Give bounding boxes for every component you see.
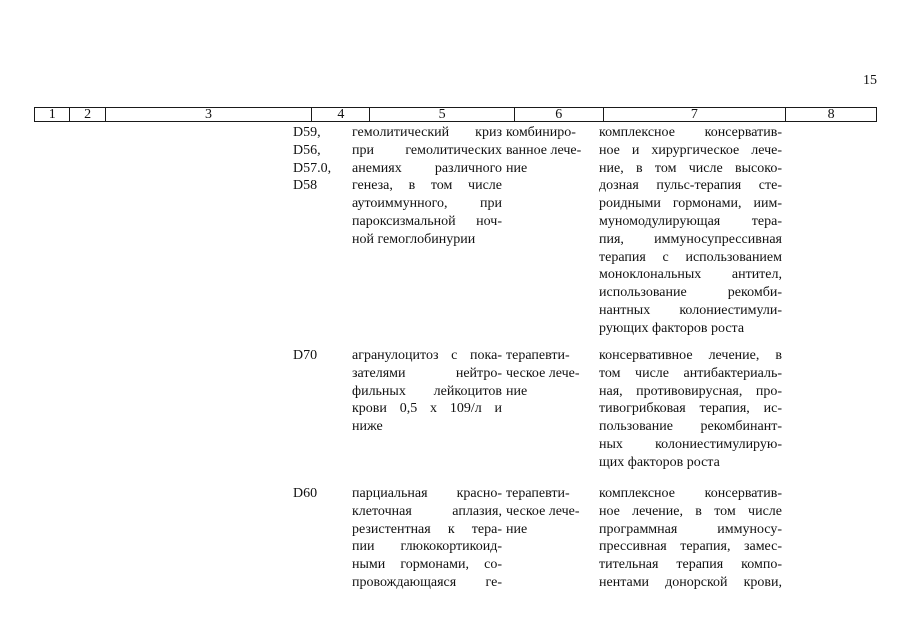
header-col-2: 2 (70, 108, 105, 121)
condition-line: крови 0,5 x 109/л и (352, 401, 502, 417)
method-line: том числе антибактериаль- (599, 365, 782, 381)
code-line: D60 (293, 486, 318, 501)
method-line: терапия с использованием (599, 249, 782, 265)
condition-line: провождающаяся ге- (352, 574, 502, 590)
code-line: D56, (293, 142, 321, 158)
method-line: щих факторов роста (599, 454, 720, 470)
condition-line: агранулоцитоз с пока- (352, 348, 502, 363)
code-line: D70 (293, 348, 318, 363)
treatment-method (599, 485, 782, 592)
method-line: тивогрибковая терапия, ис- (599, 401, 782, 417)
method-line: комплексное консерватив- (599, 486, 782, 501)
treatment-type-line: комбиниро- (506, 125, 576, 140)
method-line: программная иммуносу- (599, 521, 782, 537)
diagnosis-codes (293, 347, 343, 365)
method-line: роидными гормонами, иим- (599, 196, 782, 212)
condition-line: зателями нейтро- (352, 365, 502, 381)
condition-line: резистентная к тера- (352, 521, 502, 537)
method-line: ние, в том числе высоко- (599, 160, 782, 176)
method-line: использование рекомби- (599, 285, 782, 301)
treatment-type (506, 347, 594, 400)
method-line: нантных колониестимули- (599, 302, 782, 318)
method-line: ное и хирургическое лече- (599, 142, 782, 158)
treatment-method (599, 124, 782, 338)
condition-line: анемиях различного (352, 160, 502, 176)
treatment-type-line: терапевти- (506, 486, 570, 501)
method-line: нентами донорской крови, (599, 574, 782, 590)
header-col-7: 7 (604, 108, 787, 121)
header-col-5: 5 (370, 108, 514, 121)
method-line: консервативное лечение, в (599, 348, 782, 363)
page-number: 15 (863, 73, 877, 88)
method-line: рующих факторов роста (599, 320, 745, 336)
method-line: ное лечение, в том числе (599, 503, 782, 519)
treatment-type-line: терапевти- (506, 348, 570, 363)
condition-text (352, 485, 502, 592)
condition-line: при гемолитических (352, 142, 502, 158)
condition-line: генеза, в том числе (352, 178, 502, 194)
condition-line: ниже (352, 419, 383, 435)
method-line: тительная терапия компо- (599, 557, 782, 573)
treatment-type-line: ние (506, 521, 528, 537)
treatment-type-line: ние (506, 160, 528, 176)
header-col-4: 4 (312, 108, 370, 121)
diagnosis-codes (293, 124, 343, 195)
header-col-1: 1 (35, 108, 70, 121)
condition-text (352, 347, 502, 436)
method-line: пия, иммуносупрессивная (599, 231, 782, 247)
code-line: D57.0, (293, 160, 332, 176)
treatment-method (599, 347, 782, 472)
method-line: ная, противовирусная, про- (599, 383, 782, 399)
condition-line: ными гормонами, со- (352, 557, 502, 573)
method-line: прессивная терапия, замес- (599, 539, 782, 555)
condition-line: пароксизмальной ноч- (352, 213, 502, 229)
header-col-8: 8 (827, 107, 835, 122)
condition-line: гемолитический криз (352, 125, 502, 140)
treatment-type-line: ванное лече- (506, 142, 582, 158)
treatment-type-line: ние (506, 383, 528, 399)
header-col-6: 6 (515, 108, 604, 121)
method-line: ных колониестимулирую- (599, 436, 782, 452)
code-line: D58 (293, 178, 318, 194)
condition-text (352, 124, 502, 249)
treatment-type-line: ческое лече- (506, 503, 580, 519)
condition-line: ной гемоглобинурии (352, 231, 476, 247)
header-col-3: 3 (106, 108, 312, 121)
condition-line: парциальная красно- (352, 486, 502, 501)
treatment-type (506, 485, 594, 538)
method-line: муномодулирующая тера- (599, 213, 782, 229)
condition-line: пии глюкокортикоид- (352, 539, 502, 555)
method-line: пользование рекомбинант- (599, 419, 782, 435)
treatment-type-line: ческое лече- (506, 365, 580, 381)
method-line: дозная пульс-терапия сте- (599, 178, 782, 194)
method-line: комплексное консерватив- (599, 125, 782, 140)
diagnosis-codes (293, 485, 343, 503)
treatment-type (506, 124, 594, 177)
condition-line: фильных лейкоцитов (352, 383, 502, 399)
method-line: моноклональных антител, (599, 267, 782, 283)
table-header (34, 107, 877, 122)
condition-line: аутоиммунного, при (352, 196, 502, 212)
condition-line: клеточная аплазия, (352, 503, 502, 519)
code-line: D59, (293, 125, 321, 140)
